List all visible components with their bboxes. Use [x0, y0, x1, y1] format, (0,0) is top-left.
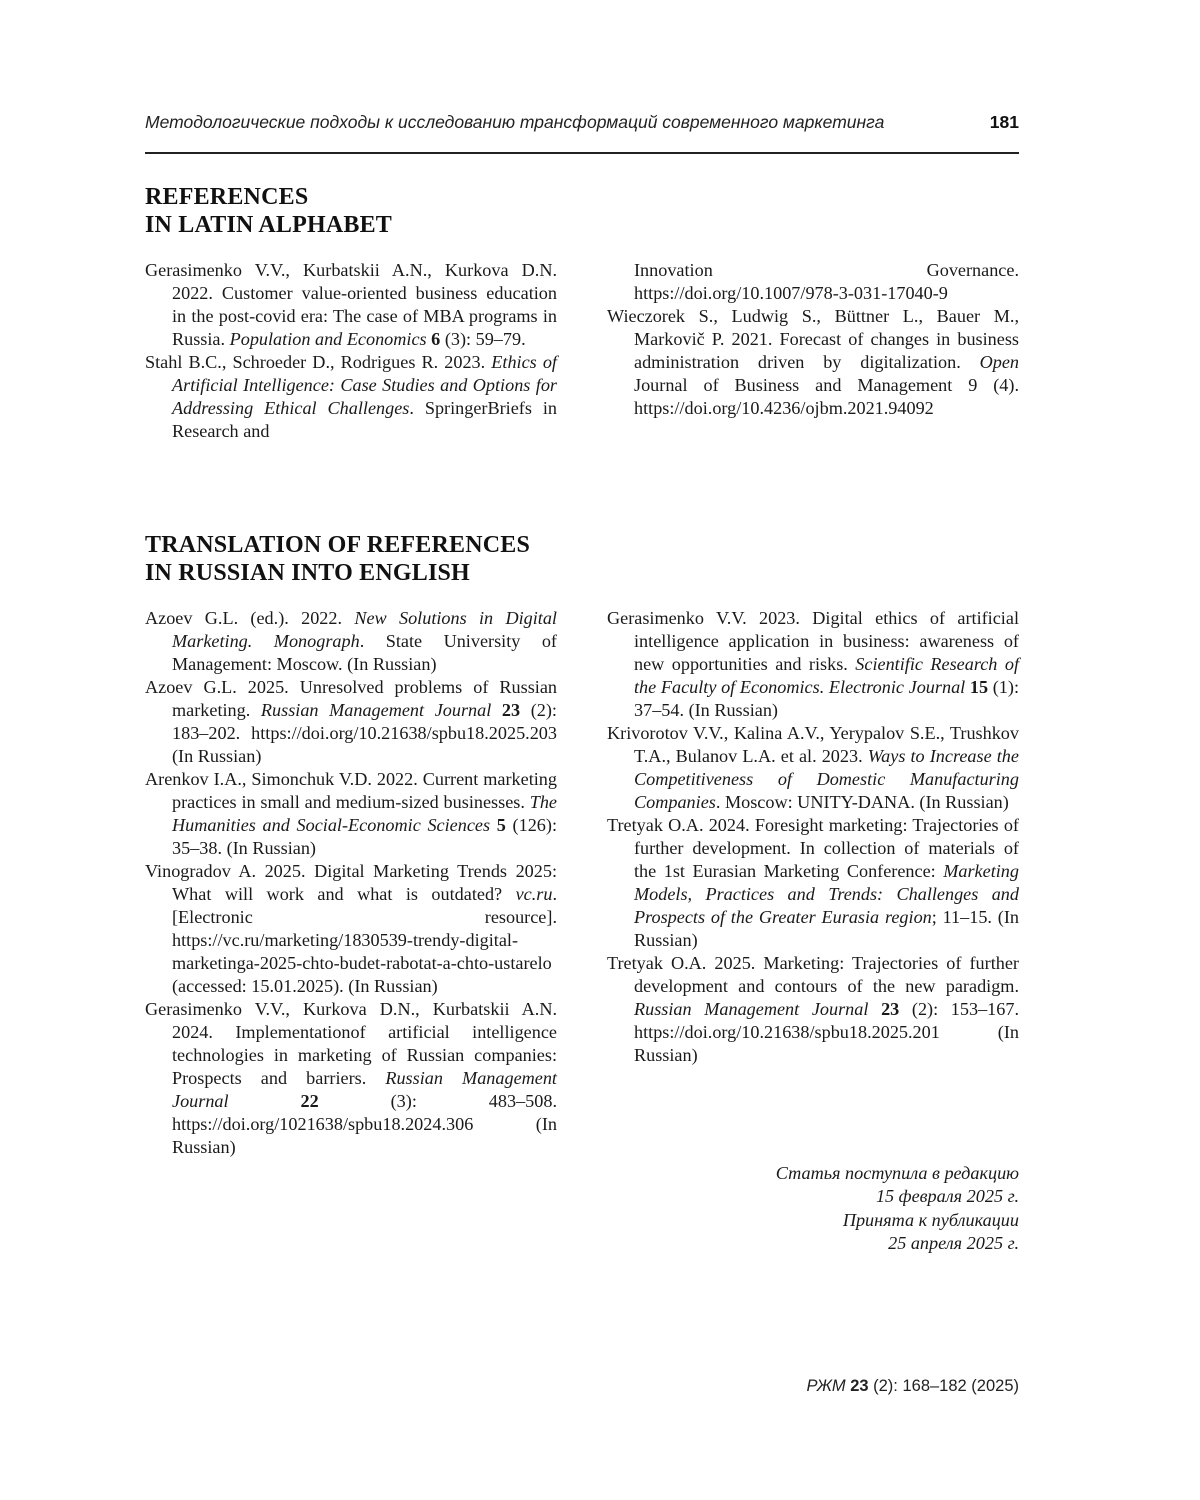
reference-text: . SpringerBriefs in Research and — [172, 398, 557, 441]
footer-volume: 23 — [850, 1377, 869, 1395]
reference-item — [607, 305, 1019, 420]
reference-text: Azoev G.L. 2025. Unresolved problems of Russian marketing. — [145, 677, 557, 720]
running-title: Методологические подходы к исследованию трансформаций современного маркетинга — [145, 112, 885, 132]
reference-text: ; 11–15. (In Russian) — [634, 907, 1019, 950]
header-divider — [145, 152, 1019, 154]
reference-text — [868, 999, 881, 1019]
reference-title: Ethics of Artificial Intelligence: Case Studies and Options for Addressing Ethical Challenges — [172, 352, 557, 418]
accepted-date: 25 апреля 2025 г. — [888, 1232, 1019, 1253]
section-heading-line: IN RUSSIAN INTO ENGLISH — [145, 560, 470, 586]
reference-title: Russian Management Journal — [634, 999, 869, 1019]
reference-volume: 23 — [501, 700, 521, 720]
reference-text: Innovation Governance. https://doi.org/10.1007/978-3-031-17040-9 — [634, 260, 1019, 303]
reference-title: Russian Management Journal — [172, 1068, 557, 1111]
received-date: 15 февраля 2025 г. — [875, 1186, 1019, 1207]
reference-item — [145, 998, 557, 1159]
reference-text: Gerasimenko V.V., Kurkova D.N., Kurbatskii A.N. 2024. Implementationof artificial intelligence technologies in marketing of Russian companies: Prospects and barriers. — [145, 999, 557, 1088]
reference-title: Scientific Research of the Faculty of Economics. Electronic Journal — [634, 654, 1020, 697]
reference-text: . [Electronic resource]. https://vc.ru/marketing/1830539-trendy-digital-marketinga-2025-chto-budet-rabotat-a-chto-ustarelo (accessed: 15.01.2025). (In Russian) — [172, 884, 557, 996]
reference-text: Gerasimenko V.V. 2023. Digital ethics of artificial intelligence application in business: awareness of new opportunities and risks. — [607, 608, 1019, 674]
translation-refs-left-column — [145, 607, 557, 1159]
reference-text: Vinogradov A. 2025. Digital Marketing Trends 2025: What will work and what is outdated? — [145, 861, 557, 904]
reference-text: Wieczorek S., Ludwig S., Büttner L., Bauer M., Markovič P. 2021. Forecast of changes in business administration driven by digitalization. — [607, 306, 1019, 372]
reference-text: Stahl B.C., Schroeder D., Rodrigues R. 2023. — [145, 352, 492, 372]
reference-text: Arenkov I.A., Simonchuk V.D. 2022. Current marketing practices in small and medium-sized businesses. — [145, 769, 557, 812]
reference-text: (126): 35–38. (In Russian) — [172, 815, 557, 858]
section-heading-line: IN LATIN ALPHABET — [145, 212, 393, 238]
reference-text: Tretyak O.A. 2025. Marketing: Trajectories of further development and contours of the new paradigm. — [607, 953, 1019, 996]
page-footer — [806, 1377, 1019, 1396]
latin-refs-right-column — [607, 259, 1019, 420]
reference-item — [145, 259, 557, 351]
footer-journal: РЖМ — [806, 1377, 846, 1395]
reference-text — [490, 815, 497, 835]
reference-text: Azoev G.L. (ed.). 2022. — [145, 608, 355, 628]
section-heading-line: TRANSLATION OF REFERENCES — [145, 532, 531, 558]
footer-issue-pages: (2): 168–182 (2025) — [873, 1377, 1019, 1395]
reference-volume: 23 — [881, 999, 900, 1019]
section-heading-latin — [145, 183, 392, 239]
reference-text: Gerasimenko V.V., Kurbatskii A.N., Kurkova D.N. 2022. Customer value-oriented business education in the post-covid era: The case of MBA programs in Russia. — [145, 260, 557, 349]
reference-title: vc.ru — [515, 884, 553, 904]
reference-text: Krivorotov V.V., Kalina A.V., Yerypalov S.E., Trushkov T.A., Bulanov L.A. et al. 2023. — [607, 723, 1019, 766]
reference-item — [145, 676, 557, 768]
reference-title: Marketing Models, Practices and Trends: Challenges and Prospects of the Greater Eurasia region — [634, 861, 1019, 927]
reference-text — [491, 700, 502, 720]
received-label: Статья поступила в редакцию — [775, 1163, 1019, 1183]
reference-item — [145, 351, 557, 443]
reference-text: (3): 483–508. https://doi.org/1021638/spbu18.2024.306 (In Russian) — [172, 1091, 557, 1157]
reference-title: Population and Economics — [229, 329, 427, 349]
reference-volume: 5 — [496, 815, 506, 835]
reference-item — [607, 952, 1019, 1067]
reference-text: (3): 59–79. — [440, 329, 526, 349]
journal-page — [145, 0, 1019, 1500]
reference-text: Tretyak O.A. 2024. Foresight marketing: Trajectories of further development. In collection of materials of the 1st Eurasian Marketing Conference: — [607, 815, 1019, 881]
translation-refs-right-column — [607, 607, 1019, 1067]
reference-item — [145, 768, 557, 860]
reference-title: Ways to Increase the Competitiveness of Domestic Manufacturing Companies — [634, 746, 1019, 812]
reference-volume: 22 — [300, 1091, 319, 1111]
latin-refs-left-column — [145, 259, 557, 443]
page-number: 181 — [989, 112, 1019, 132]
reference-text: Journal of Business and Management 9 (4). https://doi.org/10.4236/ojbm.2021.94092 — [634, 375, 1019, 418]
reference-text: (1): 37–54. (In Russian) — [634, 677, 1020, 720]
reference-item — [145, 607, 557, 676]
reference-item — [607, 814, 1019, 952]
running-head — [145, 112, 1019, 140]
section-heading-translation — [145, 531, 530, 587]
reference-volume: 6 — [431, 329, 441, 349]
reference-text: . Moscow: UNITY-DANA. (In Russian) — [715, 792, 1009, 812]
reference-title: The Humanities and Social-Economic Sciences — [172, 792, 557, 835]
section-heading-line: REFERENCES — [145, 184, 309, 210]
reference-text: (2): 183–202. https://doi.org/10.21638/spbu18.2025.203 (In Russian) — [172, 700, 557, 766]
reference-title: New Solutions in Digital Marketing. Monograph — [172, 608, 557, 651]
reference-text — [229, 1091, 301, 1111]
reference-text: (2): 153–167. https://doi.org/10.21638/spbu18.2025.201 (In Russian) — [634, 999, 1019, 1065]
reference-item-continued — [607, 259, 1019, 305]
reference-volume: 15 — [969, 677, 989, 697]
reference-text: . State University of Management: Moscow. (In Russian) — [172, 631, 557, 674]
submission-dates — [599, 1162, 1019, 1255]
reference-item — [145, 860, 557, 998]
reference-title: Russian Management Journal — [260, 700, 492, 720]
reference-item — [607, 607, 1019, 722]
reference-title: Open — [979, 352, 1019, 372]
accepted-label: Принята к публикации — [842, 1209, 1019, 1230]
reference-item — [607, 722, 1019, 814]
